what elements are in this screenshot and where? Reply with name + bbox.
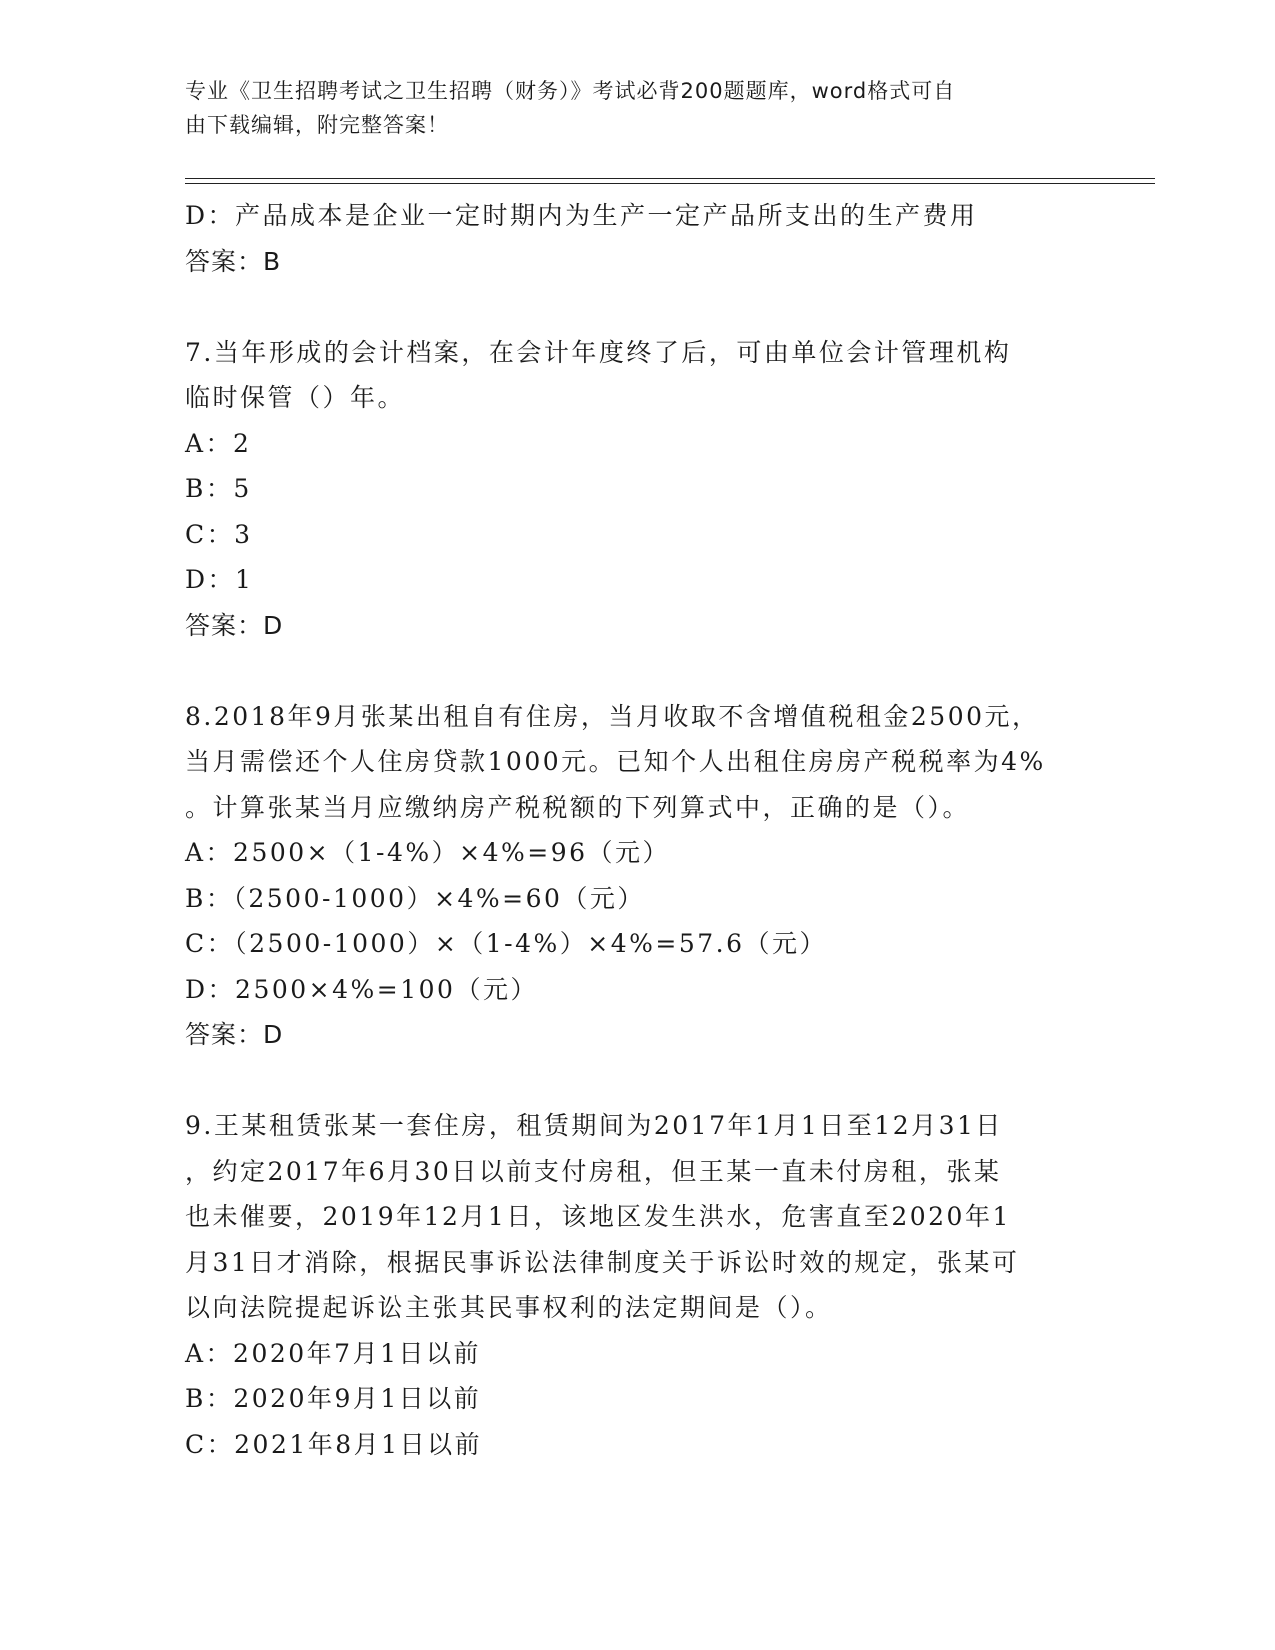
question-8 — [185, 694, 1085, 1058]
question-spacer — [185, 284, 1085, 330]
q6-option-d: D：产品成本是企业一定时期内为生产一定产品所支出的生产费用 — [185, 201, 978, 230]
q9-stem-line-3: 也未催要，2019年12月1日，该地区发生洪水，危害直至2020年1 — [185, 1202, 1011, 1231]
q8-option-a: A：2500×（1-4%）×4%=96（元） — [185, 838, 671, 867]
q6-answer: 答案：B — [185, 246, 282, 276]
header-divider-top — [185, 178, 1155, 179]
q9-stem-line-1: 9.王某租赁张某一套住房，租赁期间为2017年1月1日至12月31日 — [185, 1111, 1003, 1140]
q8-option-c: C：（2500-1000）×（1-4%）×4%=57.6（元） — [185, 929, 828, 958]
q8-stem-line-2: 当月需偿还个人住房贷款1000元。已知个人出租住房房产税税率为4% — [185, 747, 1046, 776]
document-header — [185, 74, 1065, 142]
question-spacer — [185, 1058, 1085, 1104]
q7-answer: 答案：D — [185, 610, 284, 640]
q7-option-a: A：2 — [185, 428, 252, 458]
q9-option-b: B：2020年9月1日以前 — [185, 1384, 482, 1413]
question-spacer — [185, 648, 1085, 694]
q9-stem-line-5: 以向法院提起诉讼主张其民事权利的法定期间是（）。 — [185, 1293, 833, 1322]
header-line-2: 由下载编辑，附完整答案！ — [185, 113, 449, 137]
q8-option-d: D：2500×4%=100（元） — [185, 974, 538, 1004]
q8-option-b: B：（2500-1000）×4%=60（元） — [185, 883, 645, 913]
header-divider-bottom — [185, 183, 1155, 184]
q7-stem-line-1: 7.当年形成的会计档案，在会计年度终了后，可由单位会计管理机构 — [185, 337, 1012, 367]
question-list — [185, 193, 1085, 1467]
q8-answer: 答案：D — [185, 1020, 284, 1049]
question-7 — [185, 330, 1085, 649]
question-6-tail — [185, 193, 1085, 284]
question-9 — [185, 1103, 1085, 1467]
q7-stem-line-2: 临时保管（）年。 — [185, 383, 406, 412]
q7-option-c: C：3 — [185, 519, 253, 549]
q8-stem-line-3: 。计算张某当月应缴纳房产税税额的下列算式中，正确的是（）。 — [185, 792, 971, 822]
q7-option-d: D：1 — [185, 565, 254, 594]
q8-stem-line-1: 8.2018年9月张某出租自有住房，当月收取不含增值税租金2500元， — [185, 701, 1040, 731]
q9-option-c: C：2021年8月1日以前 — [185, 1429, 483, 1459]
q9-stem-line-4: 月31日才消除，根据民事诉讼法律制度关于诉讼时效的规定，张某可 — [185, 1247, 1020, 1277]
q7-option-b: B：5 — [185, 474, 252, 503]
q9-stem-line-2: ，约定2017年6月30日以前支付房租，但王某一直未付房租，张某 — [185, 1156, 1002, 1186]
q9-option-a: A：2020年7月1日以前 — [185, 1338, 481, 1368]
header-line-1: 专业《卫生招聘考试之卫生招聘（财务）》考试必背200题题库，word格式可自 — [185, 79, 956, 103]
